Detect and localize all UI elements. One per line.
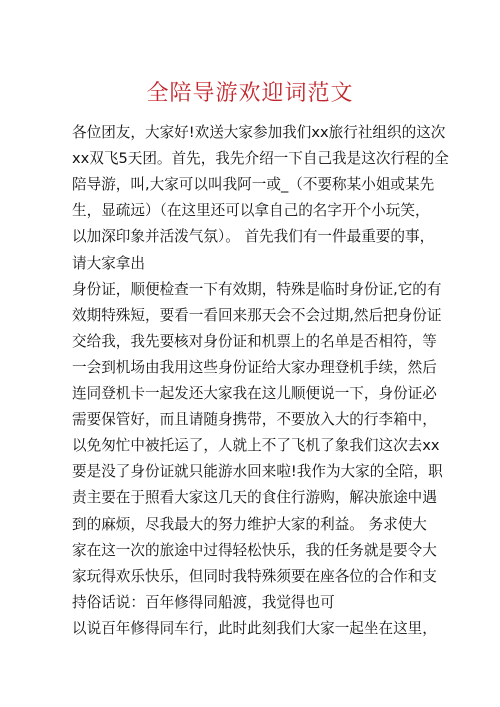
body-text-line: 以说百年修得同车行，此时此刻我们大家一起坐在这里， (72, 619, 437, 637)
body-text-line: 需要保管好，而且请随身携带，不要放入大的行李箱中， (72, 411, 437, 429)
body-text-line: 家玩得欢乐快乐，但同时我特殊须要在座各位的合作和支 (72, 567, 437, 585)
document-title: 全陪导游欢迎词范文 (146, 81, 354, 106)
body-text-line: 请大家拿出 (72, 254, 145, 272)
body-text-line: 身份证，顺便检查一下有效期，特殊是临时身份证,它的有 (72, 280, 442, 298)
body-text-line: 生，显疏远）（在这里还可以拿自己的名字开个小玩笑， (72, 202, 430, 220)
body-text-line: 到的麻烦，尽我最大的努力维护大家的利益。 务求使大 (72, 515, 427, 533)
body-text-line: 家在这一次的旅途中过得轻松快乐，我的任务就是要令大 (72, 541, 437, 559)
body-text-line: 各位团友，大家好!欢送大家参加我们xx旅行社组织的这次 (72, 124, 446, 141)
body-text-line: 持俗话说：百年修得同船渡，我觉得也可 (72, 593, 335, 611)
body-text-line: 连同登机卡一起发还大家我在这儿顺便说一下，身份证必 (72, 385, 437, 402)
body-text-line: 一会到机场由我用这些身份证给大家办理登机手续，然后 (72, 358, 437, 376)
body-text-line: xx双飞5天团。首先，我先介绍一下自己我是这次行程的全 (72, 150, 449, 168)
body-text-line: 交给我，我先要核对身份证和机票上的名单是否相符，等 (72, 332, 437, 350)
body-text-line: 责主要在于照看大家这几天的食住行游购，解决旅途中遇 (72, 489, 437, 507)
body-text-line: 以加深印象并活泼气氛）。 首先我们有一件最重要的事， (72, 228, 435, 246)
body-text-line: 要是没了身份证就只能游水回来啦!我作为大家的全陪，职 (72, 463, 443, 481)
body-text-line: 陪导游，叫,大家可以叫我阿一或_（不要称某小姐或某先 (72, 176, 435, 194)
body-text-line: 以免匆忙中被托运了，人就上不了飞机了象我们这次去xx (72, 437, 440, 455)
body-text-line: 效期特殊短，要看一看回来那天会不会过期,然后把身份证 (72, 306, 442, 324)
